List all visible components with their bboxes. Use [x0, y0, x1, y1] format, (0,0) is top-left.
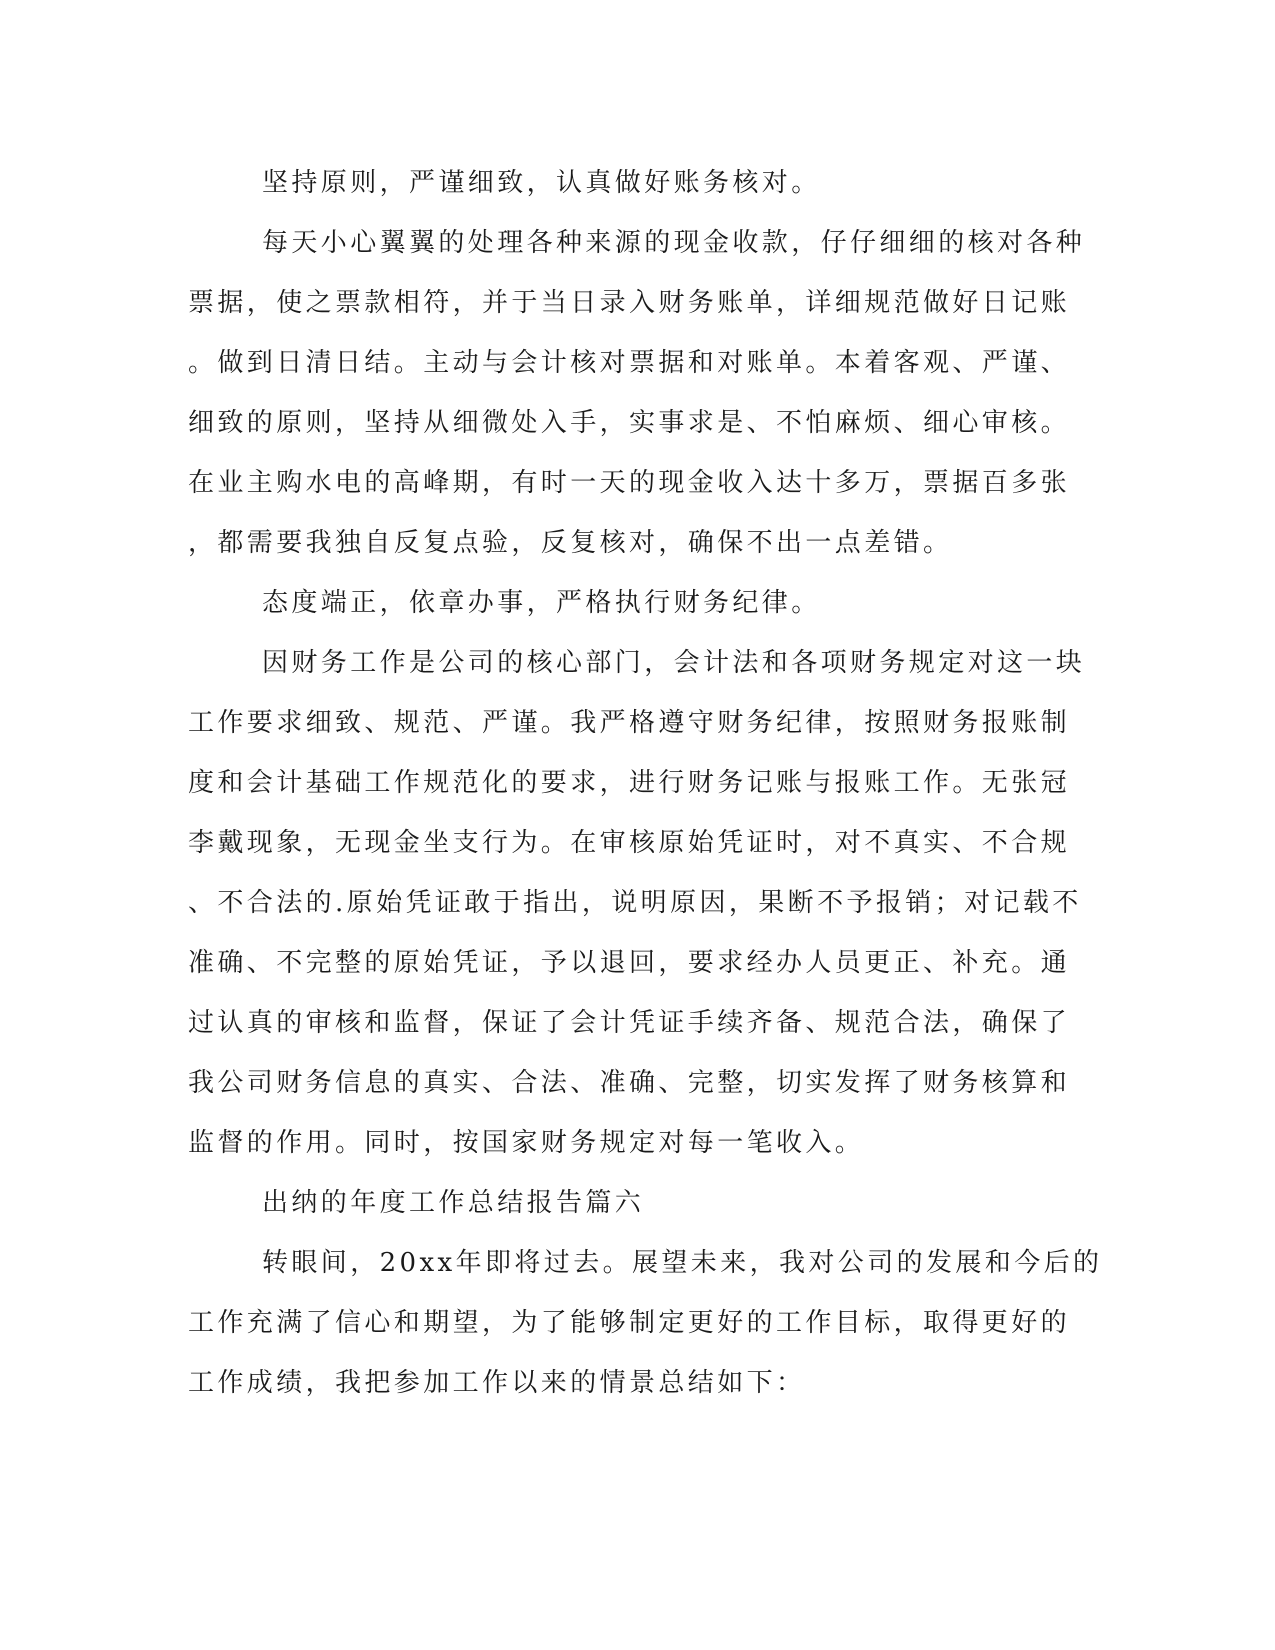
- text-line: 工作要求细致、规范、严谨。我严格遵守财务纪律，按照财务报账制: [188, 708, 1071, 738]
- text-line: 票据，使之票款相符，并于当日录入财务账单，详细规范做好日记账: [188, 288, 1071, 318]
- text-line: 工作充满了信心和期望，为了能够制定更好的工作目标，取得更好的: [188, 1308, 1071, 1338]
- text-line: 度和会计基础工作规范化的要求，进行财务记账与报账工作。无张冠: [188, 768, 1071, 798]
- text-line: 工作成绩，我把参加工作以来的情景总结如下：: [188, 1368, 806, 1398]
- text-line: 过认真的审核和监督，保证了会计凭证手续齐备、规范合法，确保了: [188, 1008, 1071, 1038]
- section-heading: 出纳的年度工作总结报告篇六: [262, 1188, 645, 1218]
- text-line: ，都需要我独自反复点验，反复核对，确保不出一点差错。: [188, 528, 953, 558]
- text-line: 我公司财务信息的真实、合法、准确、完整，切实发挥了财务核算和: [188, 1068, 1071, 1098]
- text-line: 转眼间，20xx年即将过去。展望未来，我对公司的发展和今后的: [262, 1248, 1103, 1278]
- text-line: 因财务工作是公司的核心部门，会计法和各项财务规定对这一块: [262, 648, 1086, 678]
- text-line: 在业主购水电的高峰期，有时一天的现金收入达十多万，票据百多张: [188, 468, 1071, 498]
- text-line: 李戴现象，无现金坐支行为。在审核原始凭证时，对不真实、不合规: [188, 828, 1071, 858]
- text-line: 细致的原则，坚持从细微处入手，实事求是、不怕麻烦、细心审核。: [188, 408, 1071, 438]
- text-line: 准确、不完整的原始凭证，予以退回，要求经办人员更正、补充。通: [188, 948, 1071, 978]
- text-line: 态度端正，依章办事，严格执行财务纪律。: [262, 588, 821, 618]
- text-line: 、不合法的.原始凭证敢于指出，说明原因，果断不予报销；对记载不: [188, 888, 1082, 918]
- text-line: 坚持原则，严谨细致，认真做好账务核对。: [262, 168, 821, 198]
- text-line: 监督的作用。同时，按国家财务规定对每一笔收入。: [188, 1128, 865, 1158]
- text-line: 。做到日清日结。主动与会计核对票据和对账单。本着客观、严谨、: [188, 348, 1071, 378]
- text-line: 每天小心翼翼的处理各种来源的现金收款，仔仔细细的核对各种: [262, 228, 1086, 258]
